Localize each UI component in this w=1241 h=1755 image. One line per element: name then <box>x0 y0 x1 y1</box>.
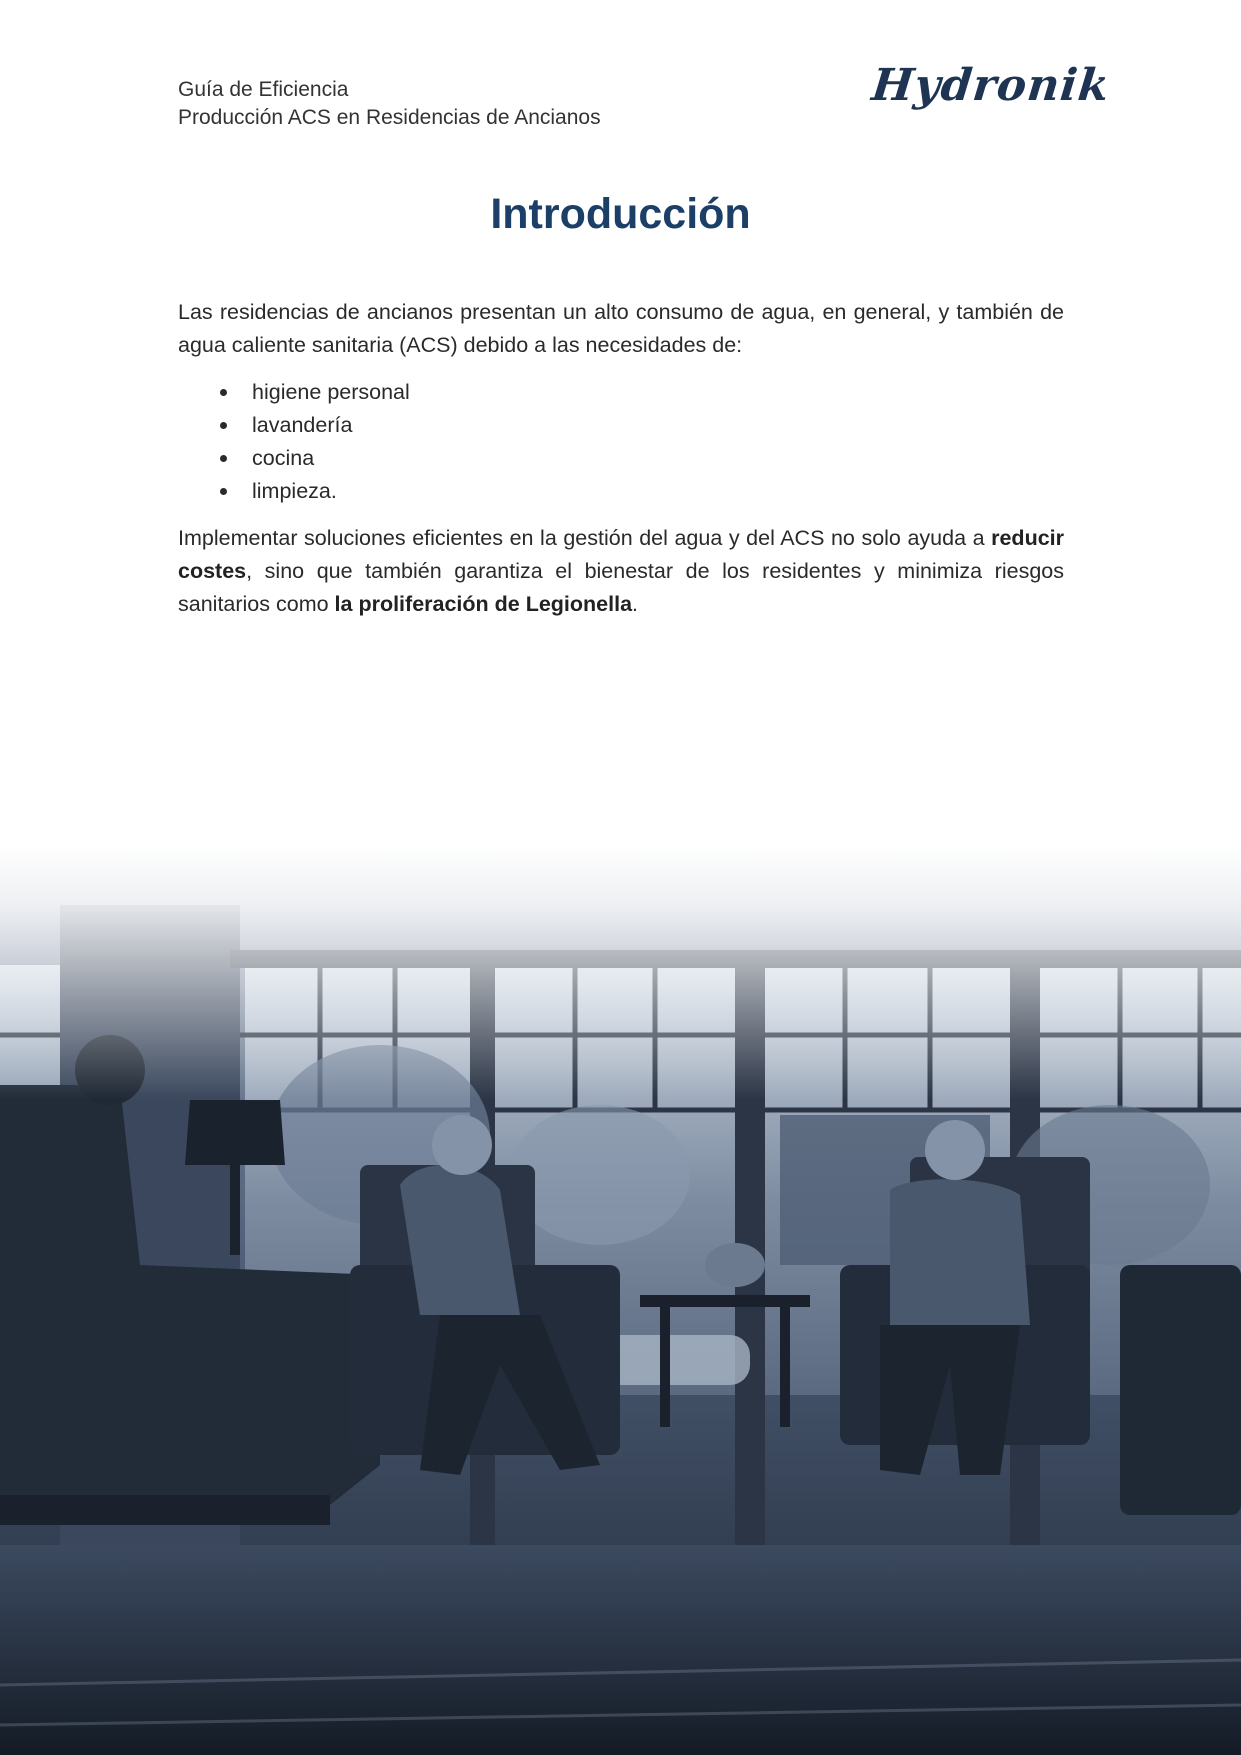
list-item: cocina <box>252 442 1064 475</box>
list-item: lavandería <box>252 409 1064 442</box>
benefits-paragraph <box>178 522 1064 621</box>
brand-logo: Hydronik <box>869 60 1113 111</box>
bold-text: la proliferación de Legionella <box>334 592 633 616</box>
list-item: limpieza. <box>252 475 1064 508</box>
page-title: Introducción <box>490 190 751 238</box>
intro-paragraph: Las residencias de ancianos presentan un alto consumo de agua, en general, y también de agua caliente sanitaria (ACS) debido a las necesidades de: <box>178 300 1064 357</box>
text-run: . <box>632 592 639 616</box>
needs-list <box>178 376 1064 508</box>
guide-subtitle: Producción ACS en Residencias de Ancianos <box>178 106 601 129</box>
text-run: , sino que también garantiza el bienestar de los residentes y minimiza riesgos sanitarios como <box>178 559 1064 616</box>
guide-title: Guía de Eficiencia <box>178 78 349 101</box>
text-run: Implementar soluciones eficientes en la gestión del agua y del ACS no solo ayuda a <box>178 526 992 550</box>
list-item: higiene personal <box>252 376 1064 409</box>
body-content <box>178 296 1064 621</box>
document-header <box>178 76 601 132</box>
lounge-photo <box>0 845 1241 1755</box>
bold-text: reducir costes <box>178 526 1064 583</box>
